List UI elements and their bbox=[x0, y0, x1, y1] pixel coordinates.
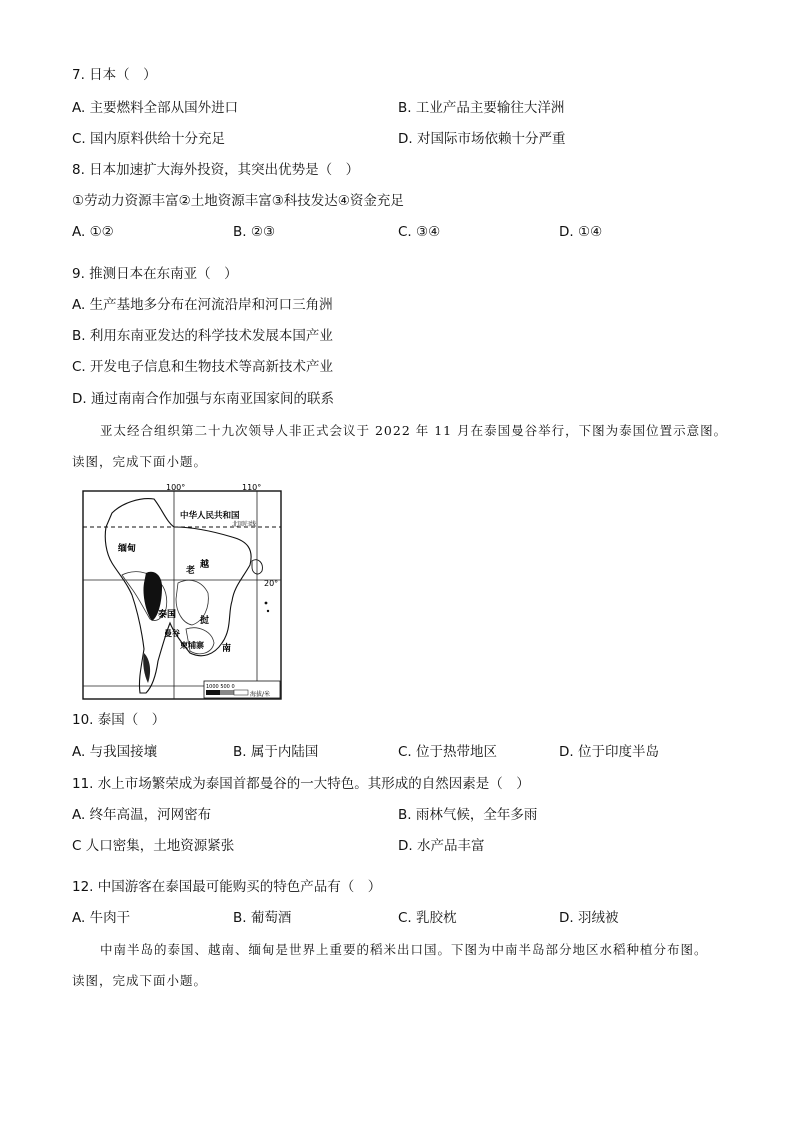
island-dot bbox=[265, 602, 268, 605]
intro1-line1: 亚太经合组织第二十九次领导人非正式会议于 2022 年 11 月在泰国曼谷举行，下图为泰国位置示意图。 bbox=[100, 423, 728, 438]
legend-bar-light bbox=[234, 690, 248, 695]
label-cambodia: 柬埔寨 bbox=[180, 641, 204, 650]
q10-option-d[interactable]: D. 位于印度半岛 bbox=[559, 744, 659, 760]
label-vietnam-2: 南 bbox=[222, 644, 232, 654]
intro1-line2: 读图，完成下面小题。 bbox=[72, 454, 208, 469]
q9-option-b[interactable]: B. 利用东南亚发达的科学技术发展本国产业 bbox=[72, 328, 333, 344]
intro2-line1: 中南半岛的泰国、越南、缅甸是世界上重要的稻米出口国。下图为中南半岛部分地区水稻种植分布图。 bbox=[100, 942, 708, 957]
q11-stem: 11. 水上市场繁荣成为泰国首都曼谷的一大特色。其形成的自然因素是（ ） bbox=[72, 776, 530, 792]
label-myanmar: 缅甸 bbox=[118, 544, 137, 554]
q7-stem: 7. 日本（ ） bbox=[72, 67, 157, 83]
legend-unit: 海拔/米 bbox=[250, 691, 271, 698]
label-laos-2: 挝 bbox=[200, 616, 210, 626]
q8-factors: ①劳动力资源丰富②土地资源丰富③科技发达④资金充足 bbox=[72, 193, 404, 209]
q8-option-b[interactable]: B. ②③ bbox=[233, 224, 276, 240]
label-vietnam-1: 越 bbox=[200, 560, 210, 570]
label-china: 中华人民共和国 bbox=[180, 511, 240, 521]
q8-option-a[interactable]: A. ①② bbox=[72, 224, 114, 240]
q10-option-a[interactable]: A. 与我国接壤 bbox=[72, 744, 158, 760]
q8-option-c[interactable]: C. ③④ bbox=[398, 224, 441, 240]
q8-stem: 8. 日本加速扩大海外投资，其突出优势是（ ） bbox=[72, 162, 360, 178]
thailand-location-map bbox=[82, 483, 282, 700]
island-dot bbox=[267, 610, 269, 612]
q7-option-d[interactable]: D. 对国际市场依赖十分严重 bbox=[398, 131, 566, 147]
map-svg bbox=[82, 483, 282, 700]
label-bangkok: 曼谷 bbox=[164, 629, 180, 638]
q11-option-c[interactable]: C 人口密集，土地资源紧张 bbox=[72, 838, 235, 854]
legend-bar-dark bbox=[206, 690, 220, 695]
q12-stem: 12. 中国游客在泰国最可能购买的特色产品有（ ） bbox=[72, 879, 382, 895]
q10-option-b[interactable]: B. 属于内陆国 bbox=[233, 744, 319, 760]
q9-option-a[interactable]: A. 生产基地多分布在河流沿岸和河口三角洲 bbox=[72, 297, 333, 313]
q9-option-c[interactable]: C. 开发电子信息和生物技术等高新技术产业 bbox=[72, 359, 334, 375]
q11-option-d[interactable]: D. 水产品丰富 bbox=[398, 838, 485, 854]
q10-option-c[interactable]: C. 位于热带地区 bbox=[398, 744, 498, 760]
legend-bar-mid bbox=[220, 690, 234, 695]
q9-stem: 9. 推测日本在东南亚（ ） bbox=[72, 266, 238, 282]
label-thailand: 泰国 bbox=[158, 610, 177, 620]
q10-stem: 10. 泰国（ ） bbox=[72, 712, 166, 728]
label-laos-1: 老 bbox=[186, 566, 196, 576]
q11-option-b[interactable]: B. 雨林气候，全年多雨 bbox=[398, 807, 538, 823]
q12-option-b[interactable]: B. 葡萄酒 bbox=[233, 910, 292, 926]
q7-option-a[interactable]: A. 主要燃料全部从国外进口 bbox=[72, 100, 239, 116]
intro2-line2: 读图，完成下面小题。 bbox=[72, 973, 208, 988]
q12-option-c[interactable]: C. 乳胶枕 bbox=[398, 910, 457, 926]
label-tropic: 北回归线 bbox=[232, 521, 257, 528]
q7-option-c[interactable]: C. 国内原料供给十分充足 bbox=[72, 131, 226, 147]
lon-label-110: 110° bbox=[242, 483, 262, 492]
q8-option-d[interactable]: D. ①④ bbox=[559, 224, 603, 240]
legend-numbers: 1000 500 0 bbox=[206, 684, 235, 690]
q11-option-a[interactable]: A. 终年高温，河网密布 bbox=[72, 807, 212, 823]
q12-option-a[interactable]: A. 牛肉干 bbox=[72, 910, 131, 926]
lon-label-100: 100° bbox=[166, 483, 186, 492]
q7-option-b[interactable]: B. 工业产品主要输往大洋洲 bbox=[398, 100, 565, 116]
q12-option-d[interactable]: D. 羽绒被 bbox=[559, 910, 619, 926]
lat-label-20: 20° bbox=[264, 579, 279, 588]
q9-option-d[interactable]: D. 通过南南合作加强与东南亚国家间的联系 bbox=[72, 391, 334, 407]
